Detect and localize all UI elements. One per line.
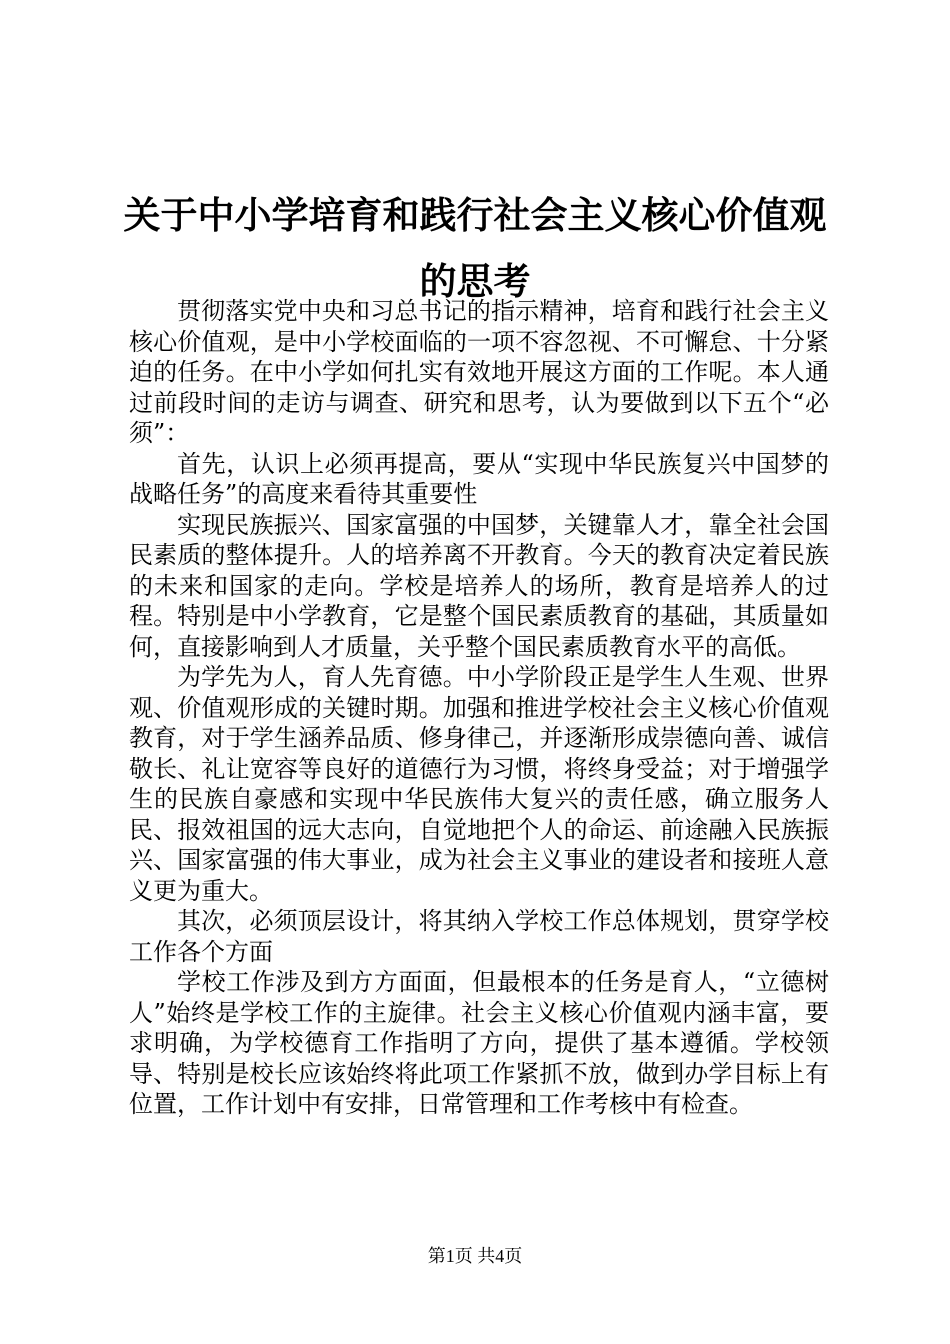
document-body [129,296,829,1120]
page-footer: 第1页 共4页 [427,1246,523,1266]
paragraph: 首先，认识上必须再提高，要从“实现中华民族复兴中国梦的战略任务”的高度来看待其重要性 [129,449,829,508]
paragraph: 其次，必须顶层设计，将其纳入学校工作总体规划，贯穿学校工作各个方面 [129,907,829,966]
paragraph: 实现民族振兴、国家富强的中国梦，关键靠人才，靠全社会国民素质的整体提升。人的培养离不开教育。今天的教育决定着民族的未来和国家的走向。学校是培养人的场所，教育是培养人的过程。特别是中小学教育，它是整个国民素质教育的基础，其质量如何，直接影响到人才质量，关乎整个国民素质教育水平的高低。 [129,510,829,661]
paragraph: 贯彻落实党中央和习总书记的指示精神，培育和践行社会主义核心价值观，是中小学校面临的一项不容忽视、不可懈怠、十分紧迫的任务。在中小学如何扎实有效地开展这方面的工作呢。本人通过前段时间的走访与调查、研究和思考，认为要做到以下五个“必须”： [129,297,829,447]
document-title: 关于中小学培育和践行社会主义核心价值观的思考 [123,193,827,303]
paragraph: 学校工作涉及到方方面面，但最根本的任务是育人，“立德树人”始终是学校工作的主旋律。社会主义核心价值观内涵丰富，要求明确，为学校德育工作指明了方向，提供了基本遵循。学校领导、特别是校长应该始终将此项工作紧抓不放，做到办学目标上有位置，工作计划中有安排，日常管理和工作考核中有检查。 [129,968,829,1118]
paragraph: 为学先为人，育人先育德。中小学阶段正是学生人生观、世界观、价值观形成的关键时期。加强和推进学校社会主义核心价值观教育，对于学生涵养品质、修身律己，并逐渐形成崇德向善、诚信敬长、礼让宽容等良好的道德行为习惯，将终身受益；对于增强学生的民族自豪感和实现中华民族伟大复兴的责任感，确立服务人民、报效祖国的远大志向，自觉地把个人的命运、前途融入民族振兴、国家富强的伟大事业，成为社会主义事业的建设者和接班人意义更为重大。 [129,663,829,905]
